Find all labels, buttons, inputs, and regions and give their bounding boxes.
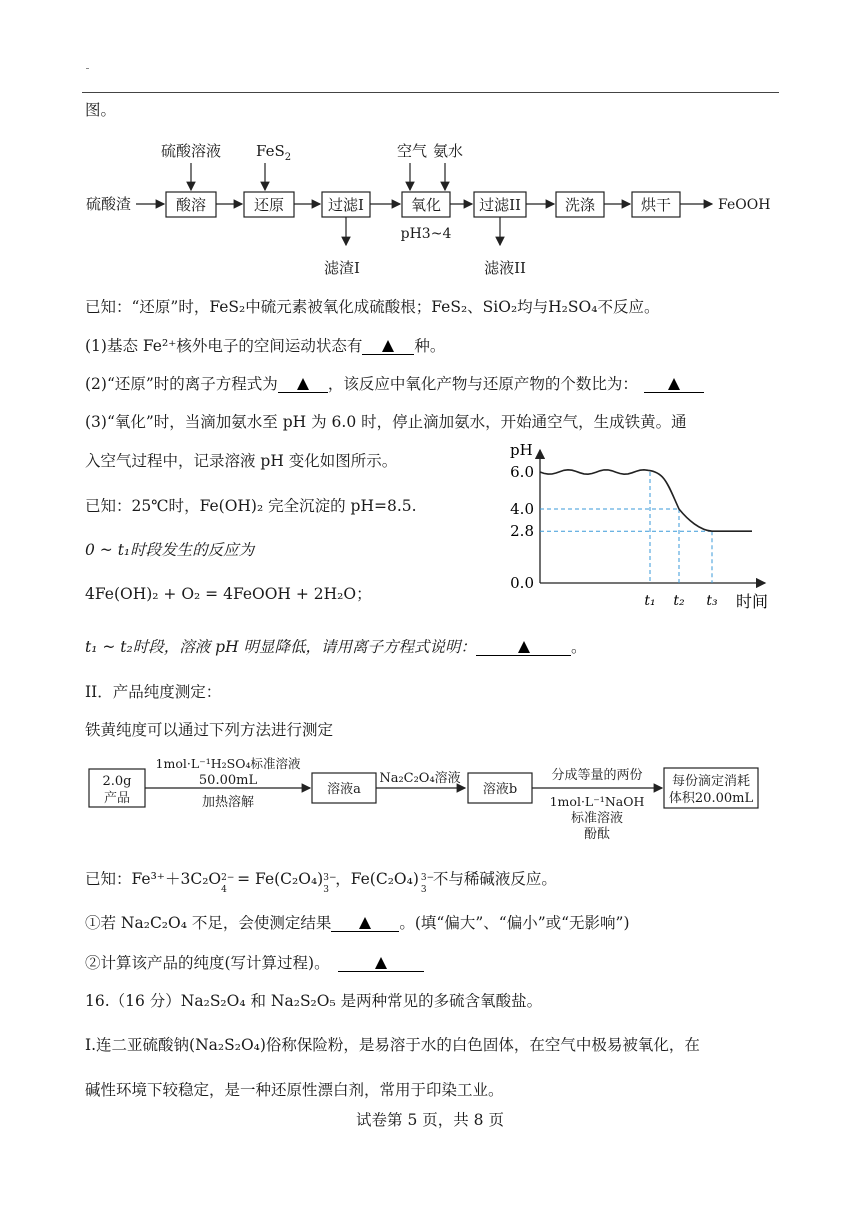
question-1-text: (1)基态 Fe²⁺核外电子的空间运动状态有 [85, 337, 363, 355]
step-label: 烘干 [640, 196, 672, 214]
known-note-3-b: = Fe(C₂O₄) [237, 870, 324, 888]
y-axis-label: pH [510, 441, 533, 459]
page-footer: 试卷第 5 页，共 8 页 [356, 1111, 504, 1129]
question-2-text-2: ，该反应中氧化产物与还原产物的个数比为： [327, 375, 638, 393]
question-2 [85, 374, 704, 394]
sample-mass: 2.0g [102, 774, 132, 789]
output-label-residue: 滤渣I [324, 259, 360, 277]
paragraph-line-1: I.连二亚硫酸钠(Na₂S₂O₄)俗称保险粉，是易溶于水的白色固体，在空气中极易被氧化，在 [85, 1036, 700, 1054]
known-note-3-c: ，Fe(C₂O₄) [335, 870, 419, 888]
answer-blank [331, 917, 399, 932]
question-3-line-2: 入空气过程中，记录溶液 pH 变化如图所示。 [85, 452, 398, 470]
y-tick-label: 6.0 [510, 463, 534, 481]
flow-start-label: 硫酸渣 [86, 195, 132, 213]
question-16: 16.（16 分）Na₂S₂O₄ 和 Na₂S₂O₅ 是两种常见的多硫含氧酸盐。 [85, 992, 543, 1010]
known-note-1: 已知：“还原”时，FeS₂中硫元素被氧化成硫酸根；FeS₂、SiO₂均与H₂SO₄不反应。 [85, 298, 660, 316]
known-note-3-d: 不与稀碱液反应。 [432, 870, 557, 888]
reagent-1-volume: 50.00mL [198, 773, 258, 788]
input-label-fes2: FeS$_2$ [256, 142, 292, 163]
step-label: 还原 [253, 196, 285, 214]
charge-stack: 3− 3 [420, 873, 435, 895]
x-tick-label: t₃ [706, 593, 718, 609]
triangle-icon [668, 378, 680, 390]
question-c2 [85, 953, 424, 973]
question-c2-text: ②计算该产品的纯度(写计算过程)。 [85, 954, 330, 972]
x-tick-label: t₁ [644, 593, 656, 609]
question-c1-text: ①若 Na₂C₂O₄ 不足，会使测定结果 [85, 914, 332, 932]
known-note-3 [85, 869, 557, 895]
y-tick-label: 4.0 [510, 500, 534, 518]
question-1 [85, 336, 445, 356]
y-tick-label: 2.8 [510, 522, 534, 541]
solution-b-label: 溶液b [482, 782, 518, 797]
answer-blank [476, 641, 571, 656]
triangle-icon [518, 641, 530, 653]
part-heading: II．产品纯度测定： [85, 683, 222, 701]
triangle-icon [297, 378, 309, 390]
question-3-line-1: (3)“氧化”时，当滴加氨水至 pH 为 6.0 时，停止滴加氨水，开始通空气，生成铁黄。通 [85, 413, 687, 431]
step-label: 洗涤 [564, 196, 596, 214]
question-c1 [85, 913, 630, 933]
charge-stack: 2− 4 [221, 873, 235, 895]
x-axis-label: 时间 [736, 592, 769, 611]
scan-mark [86, 68, 89, 69]
reagent-1-label: 1mol·L⁻¹H₂SO₄标准溶液 [155, 756, 301, 771]
paragraph-line-2: 碱性环境下较稳定，是一种还原性漂白剂，常用于印染工业。 [85, 1081, 504, 1099]
header-rule [82, 92, 779, 93]
reagent-1-condition: 加热溶解 [201, 795, 255, 810]
known-note-2: 已知：25℃时，Fe(OH)₂ 完全沉淀的 pH=8.5. [85, 497, 417, 515]
lead-text: 图。 [85, 101, 117, 119]
question-c1-end: 。(填“偏大”、“偏小”或“无影响”) [399, 914, 630, 932]
step-label: 过滤I [328, 196, 364, 214]
charge-stack: 3− 3 [323, 873, 337, 895]
ph-chart [490, 435, 790, 615]
answer-blank [278, 378, 328, 393]
flow-end-label: FeOOH [718, 197, 771, 213]
process-flow-diagram [80, 135, 780, 280]
split-label: 分成等量的两份 [551, 768, 643, 783]
output-label-filtrate: 滤液II [484, 259, 526, 277]
triangle-icon [375, 957, 387, 969]
result-line-2: 体积20.00mL [668, 791, 754, 806]
indicator-label: 酚酞 [583, 827, 611, 842]
titrant-type: 标准溶液 [570, 811, 624, 826]
question-3c-end: 。 [571, 638, 587, 656]
known-note-3-a: 已知：Fe³⁺＋3C₂O [85, 870, 222, 888]
triangle-icon [382, 340, 394, 352]
titration-flow-diagram [80, 752, 780, 852]
question-3c-text: t₁ ~ t₂时段，溶液 pH 明显降低，请用离子方程式说明： [85, 638, 477, 656]
phase-text: 0 ~ t₁时段发生的反应为 [85, 541, 255, 559]
step-label: 过滤II [479, 196, 521, 214]
x-tick-label: t₂ [673, 593, 685, 609]
titrant-label: 1mol·L⁻¹NaOH [549, 794, 645, 809]
ph-note: pH3~4 [400, 226, 452, 242]
sample-label: 产品 [103, 791, 131, 806]
question-2-text: (2)“还原”时的离子方程式为 [85, 375, 278, 393]
step-label: 酸溶 [175, 196, 207, 214]
answer-blank [338, 957, 424, 972]
triangle-icon [359, 917, 371, 929]
reagent-2-label: Na₂C₂O₄溶液 [379, 771, 461, 786]
ph-series-line [540, 470, 752, 531]
method-intro: 铁黄纯度可以通过下列方法进行测定 [85, 721, 334, 739]
input-label-acid: 硫酸溶液 [160, 142, 222, 160]
answer-blank [362, 340, 414, 355]
result-line-1: 每份滴定消耗 [671, 774, 751, 789]
question-1-end: 种。 [414, 337, 446, 355]
reaction-equation: 4Fe(OH)₂ + O₂ = 4FeOOH + 2H₂O； [85, 585, 372, 603]
step-label: 氧化 [410, 196, 442, 214]
answer-blank [644, 378, 704, 393]
input-label-air: 空气 [397, 142, 428, 160]
solution-a-label: 溶液a [327, 782, 361, 797]
y-tick-label: 0.0 [510, 574, 534, 592]
question-3c [85, 637, 587, 657]
input-label-ammonia: 氨水 [433, 142, 464, 160]
